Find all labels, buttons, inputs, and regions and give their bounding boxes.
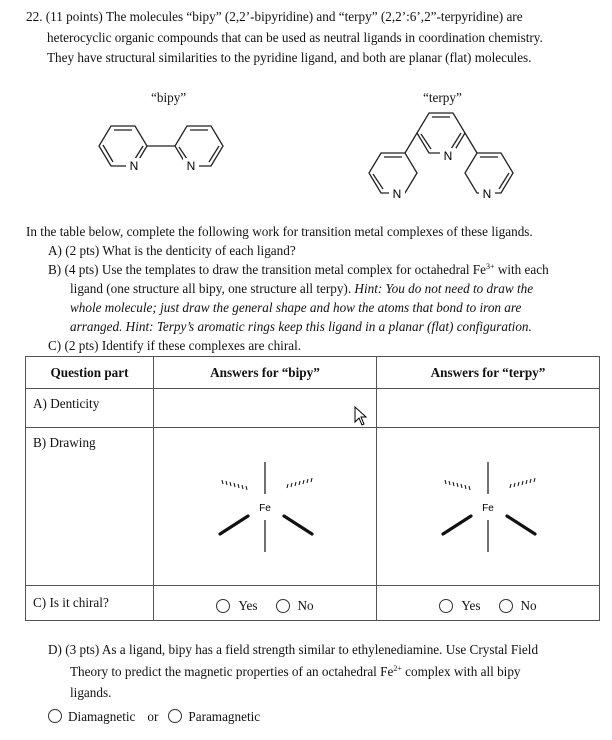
terpy-yes-radio[interactable] [439,599,453,613]
table-header-row [26,357,600,389]
instruction-b-line2: ligand (one structure all bipy, one structure all terpy). [70,281,355,296]
terpy-n-center: N [443,149,453,163]
magnetic-choice-row [48,706,598,728]
bipy-chiral-answer [154,586,377,621]
fe2-charge: 2+ [393,663,402,673]
instruction-b [26,260,598,336]
part-d-line2-prefix: Theory to predict the magnetic properties of an octahedral Fe [70,663,394,679]
part-d [48,639,598,727]
header-question-part: Question part [26,357,154,389]
bipy-yes-radio[interactable] [216,599,230,613]
terpy-label: “terpy” [423,90,462,105]
bipy-denticity-answer[interactable] [154,389,377,428]
bipy-hashed-wedges [222,478,312,490]
row-b-label: B) Drawing [26,428,154,586]
bipy-fe-label: Fe [259,502,271,514]
bipy-n-right: N [186,159,196,173]
mouse-cursor-icon [354,406,368,426]
bipy-n-left: N [129,159,139,173]
terpy-hashed-wedges [445,478,535,490]
terpy-n-left: N [392,187,402,201]
bipy-no-radio[interactable] [276,599,290,613]
table-instructions [26,222,598,355]
table-row-chiral [26,586,600,621]
table-row-drawing [26,428,600,586]
instruction-b-prefix: B) (4 pts) Use the templates to draw the transition metal complex for octahedral Fe [48,262,486,277]
answer-table [25,356,600,621]
paramagnetic-radio[interactable] [168,709,182,723]
instruction-c: C) (2 pts) Identify if these complexes are chiral. [48,338,302,353]
question-line-2: heterocyclic organic compounds that can be used as neutral ligands in coordination chemistry. [47,29,543,45]
row-a-label: A) Denticity [26,389,154,428]
paramagnetic-label[interactable]: Paramagnetic [188,708,261,724]
terpy-no-label[interactable]: No [520,598,537,613]
terpy-yes-label[interactable]: Yes [461,598,481,613]
terpy-structure [345,105,545,205]
diamagnetic-radio[interactable] [48,709,62,723]
terpy-fe-label: Fe [482,502,494,514]
or-label: or [147,708,159,724]
instruction-b-hint-lead: Hint: You do not need to draw the [354,281,534,296]
bipy-yes-label[interactable]: Yes [238,598,258,613]
terpy-chiral-answer [377,586,600,621]
part-d-line2-suffix: complex with all bipy [401,663,521,679]
question-number: 22. [26,9,43,24]
header-terpy: Answers for “terpy” [377,357,600,389]
instructions-intro: In the table below, complete the following work for transition metal complexes of these ligands. [26,224,533,239]
row-c-label: C) Is it chiral? [26,586,154,621]
header-bipy: Answers for “bipy” [154,357,377,389]
terpy-n-right: N [482,187,492,201]
question-line-3: They have structural similarities to the pyridine ligand, and both are planar (flat) molecules. [47,50,532,65]
terpy-no-radio[interactable] [499,599,513,613]
bipy-no-label[interactable]: No [297,598,314,613]
bipy-structure [95,115,245,185]
bipy-drawing-area[interactable] [154,428,377,586]
fe3-charge: 3+ [486,262,495,271]
part-d-line3: ligands. [70,685,112,700]
terpy-octahedral-template [428,442,548,572]
instruction-b-line4: arranged. Hint: Terpy’s aromatic rings keep this ligand in a planar (flat) configuration. [70,319,532,334]
terpy-drawing-area[interactable] [377,428,600,586]
diamagnetic-label[interactable]: Diamagnetic [68,708,136,724]
table-row-denticity [26,389,600,428]
instruction-a: A) (2 pts) What is the denticity of each ligand? [48,243,296,258]
question-line-1: (11 points) The molecules “bipy” (2,2’-bipyridine) and “terpy” (2,2’:6’,2”-terpyridine) are [45,9,523,24]
bipy-octahedral-template [205,442,325,572]
part-d-line1: D) (3 pts) As a ligand, bipy has a field strength similar to ethylenediamine. Use Crystal Field [48,642,539,657]
bipy-label: “bipy” [151,90,187,105]
instruction-b-suffix: with each [494,262,549,277]
terpy-denticity-answer[interactable] [377,389,600,428]
instruction-b-line3: whole molecule; just draw the general shape and how the atoms that bond to iron are [70,300,522,315]
question-intro [26,7,598,69]
